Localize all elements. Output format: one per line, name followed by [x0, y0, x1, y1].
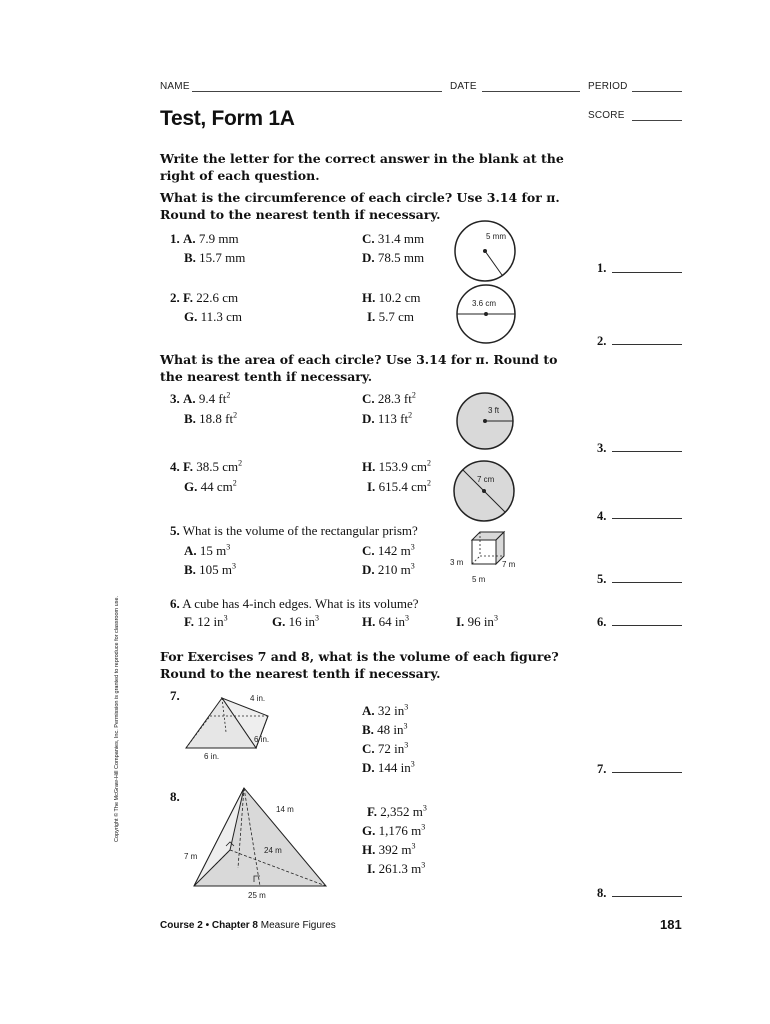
question-7-number: 7. — [170, 688, 180, 703]
choice-2i: I. 5.7 cm — [367, 309, 414, 324]
choice-6g: G. 16 $in^3$ — [272, 613, 319, 629]
period-label: PERIOD — [588, 81, 628, 92]
choice-8g: G. 1,176 $m^3$ — [362, 822, 426, 838]
answer-blank-7[interactable] — [612, 772, 682, 773]
choice-1b: B. 15.7 mm — [184, 250, 246, 265]
circle-4-label: 7 cm — [477, 475, 495, 484]
volume-instructions: For Exercises 7 and 8, what is the volume of each figure? Round to the nearest tenth if necessary. — [160, 649, 559, 681]
choice-5b: B. 105 $m^3$ — [184, 561, 237, 577]
question-1: 1. A. 7.9 mm — [170, 231, 239, 246]
choice-7c: C. 72 $in^3$ — [362, 740, 409, 756]
pyramid-7-height-label: 4 in. — [250, 694, 266, 703]
score-field[interactable] — [632, 120, 682, 121]
answer-blank-8[interactable] — [612, 896, 682, 897]
answer-label-7: 7. — [597, 762, 607, 776]
choice-6h: H. 64 $in^3$ — [362, 613, 409, 629]
circle-figure-2 — [454, 282, 518, 346]
choice-3b: B. 18.8 $ft^2$ — [184, 410, 238, 426]
choice-8h: H. 392 $m^3$ — [362, 841, 416, 857]
date-field[interactable] — [482, 91, 580, 92]
choice-3d: D. 113 $ft^2$ — [362, 410, 413, 426]
choice-2h: H. 10.2 cm — [362, 290, 421, 305]
pyramid-8-inner-label: 24 m — [264, 846, 282, 855]
choice-5a: A. 15 $m^3$ — [184, 542, 231, 558]
pyramid-figure-8 — [180, 782, 330, 902]
area-instructions: What is the area of each circle? Use 3.14 for π. Round to the nearest tenth if necessary. — [160, 352, 558, 384]
choice-7a: A. 32 $in^3$ — [362, 702, 409, 718]
question-4: 4. F. 38.5 $cm^2$ — [170, 458, 243, 474]
choice-4g: G. 44 $cm^2$ — [184, 478, 237, 494]
prism-length-label: 5 m — [472, 575, 486, 584]
answer-label-8: 8. — [597, 886, 607, 900]
choice-2g: G. 11.3 cm — [184, 309, 243, 324]
circumference-instructions: What is the circumference of each circle? Use 3.14 for π. Round to the nearest tenth if necessary. — [160, 190, 560, 222]
answer-blank-3[interactable] — [612, 451, 682, 452]
date-label: DATE — [450, 81, 477, 92]
prism-height-label: 3 m — [450, 558, 464, 567]
answer-label-3: 3. — [597, 441, 607, 455]
page-title: Test, Form 1A — [160, 107, 295, 130]
choice-5c: C. 142 $m^3$ — [362, 542, 415, 558]
choice-5d: D. 210 $m^3$ — [362, 561, 415, 577]
answer-blank-6[interactable] — [612, 625, 682, 626]
pyramid-7-base-label: 6 in. — [204, 752, 220, 761]
prism-depth-label: 7 m — [502, 560, 516, 569]
answer-label-5: 5. — [597, 572, 607, 586]
circle-figure-3 — [454, 390, 516, 452]
choice-4i: I. 615.4 $cm^2$ — [367, 478, 431, 494]
copyright-notice: Copyright © The McGraw-Hill Companies, Inc. Permission is granted to reproduce for classroom use. — [114, 595, 120, 842]
period-field[interactable] — [632, 91, 682, 92]
circle-1-label: 5 mm — [486, 232, 506, 241]
score-label: SCORE — [588, 110, 625, 121]
question-8-number: 8. — [170, 789, 180, 804]
page-number: 181 — [660, 917, 682, 932]
name-field[interactable] — [192, 91, 442, 92]
answer-blank-5[interactable] — [612, 582, 682, 583]
question-3: 3. A. 9.4 $ft^2$ — [170, 390, 231, 406]
pyramid-8-left-label: 7 m — [184, 852, 198, 861]
choice-8i: I. 261.3 $m^3$ — [367, 860, 426, 876]
name-label: NAME — [160, 81, 190, 92]
choice-6i: I. 96 $in^3$ — [456, 613, 498, 629]
pyramid-8-base-label: 25 m — [248, 891, 266, 900]
question-6: 6. A cube has 4-inch edges. What is its volume? — [170, 596, 419, 611]
footer-course: Course 2 • Chapter 8 Measure Figures — [160, 920, 336, 931]
prism-figure-5 — [444, 526, 524, 586]
pyramid-8-slant-label: 14 m — [276, 805, 294, 814]
circle-figure-1 — [452, 218, 518, 284]
answer-label-1: 1. — [597, 261, 607, 275]
choice-1c: C. 31.4 mm — [362, 231, 425, 246]
answer-blank-4[interactable] — [612, 518, 682, 519]
answer-blank-1[interactable] — [612, 272, 682, 273]
choice-1d: D. 78.5 mm — [362, 250, 425, 265]
circle-3-label: 3 ft — [488, 406, 500, 415]
circle-2-label: 3.6 cm — [472, 299, 497, 308]
answer-label-6: 6. — [597, 615, 607, 629]
choice-3c: C. 28.3 $ft^2$ — [362, 390, 416, 406]
question-5: 5. What is the volume of the rectangular prism? — [170, 523, 418, 538]
choice-7b: B. 48 $in^3$ — [362, 721, 408, 737]
choice-8f: F. 2,352 $m^3$ — [367, 803, 427, 819]
answer-label-2: 2. — [597, 334, 607, 348]
answer-blank-2[interactable] — [612, 344, 682, 345]
pyramid-figure-7 — [180, 690, 290, 762]
answer-label-4: 4. — [597, 509, 607, 523]
choice-6f: F. 12 $in^3$ — [184, 613, 228, 629]
main-instructions: Write the letter for the correct answer in the blank at the right of each question. — [160, 151, 564, 183]
choice-7d: D. 144 $in^3$ — [362, 759, 415, 775]
question-2: 2. F. 22.6 cm — [170, 290, 239, 305]
pyramid-7-depth-label: 6 in. — [254, 735, 270, 744]
choice-4h: H. 153.9 $cm^2$ — [362, 458, 432, 474]
circle-figure-4 — [451, 458, 517, 524]
